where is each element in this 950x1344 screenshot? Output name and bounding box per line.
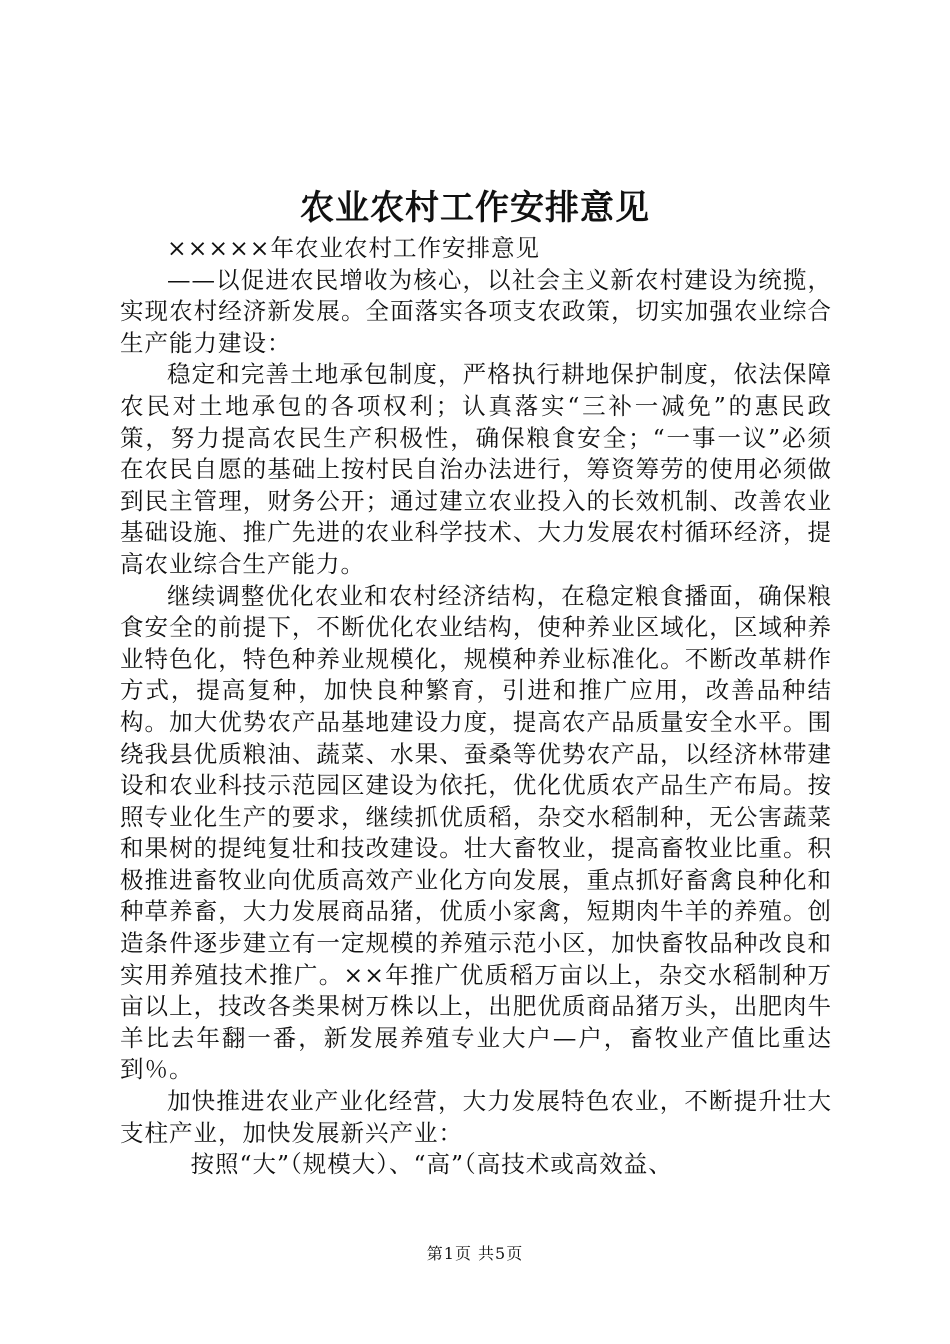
paragraph-structure-adjustment: 继续调整优化农业和农村经济结构，在稳定粮食播面，确保粮食安全的前提下，不断优化农业结构，使种养业区域化，区域种养业特色化，特色种养业规模化，规模种养业标准化。不断改革耕作方式，提高复种，加快良种繁育，引进和推广应用，改善品种结构。加大优势农产品基地建设力度，提高农产品质量安全水平。围绕我县优质粮油、蔬菜、水果、蚕桑等优势农产品，以经济林带建设和农业科技示范园区建设为依托，优化优质农产品生产布局。按照专业化生产的要求，继续抓优质稻，杂交水稻制种，无公害蔬菜和果树的提纯复壮和技改建设。壮大畜牧业，提高畜牧业比重。积极推进畜牧业向优质高效产业化方向发展，重点抓好畜禽良种化和种草养畜，大力发展商品猪，优质小家禽，短期肉牛羊的养殖。创造条件逐步建立有一定规模的养殖示范小区，加快畜牧品种改良和实用养殖技术推广。××年推广优质稻万亩以上，杂交水稻制种万亩以上，技改各类果树万株以上，出肥优质商品猪万头，出肥肉牛羊比去年翻一番，新发展养殖专业大户—户，畜牧业产值比重达到％。 <box>120 581 832 1084</box>
paragraph-continued: 按照“大”（规模大）、“高”（高技术或高效益、 <box>190 1150 673 1179</box>
paragraph-land-policy: 稳定和完善土地承包制度，严格执行耕地保护制度，依法保障农民对土地承包的各项权利；认真落实“三补一减免”的惠民政策，努力提高农民生产积极性，确保粮食安全；“一事一议”必须在农民自愿的基础上按村民自治办法进行，筹资筹劳的使用必须做到民主管理，财务公开；通过建立农业投入的长效机制、改善农业基础设施、推广先进的农业科学技术、大力发展农村循环经济，提高农业综合生产能力。 <box>120 360 832 578</box>
page-footer: 第1页 共5页 <box>426 1244 524 1263</box>
paragraph-intro: ——以促进农民增收为核心，以社会主义新农村建设为统揽，实现农村经济新发展。全面落实各项支农政策，切实加强农业综合生产能力建设： <box>120 265 832 357</box>
document-title: 农业农村工作安排意见 <box>300 188 650 228</box>
paragraph-industrialization: 加快推进农业产业化经营，大力发展特色农业，不断提升壮大支柱产业，加快发展新兴产业： <box>120 1087 832 1147</box>
paragraph-subtitle: ×××××年农业农村工作安排意见 <box>167 234 540 262</box>
document-body <box>120 233 832 1181</box>
